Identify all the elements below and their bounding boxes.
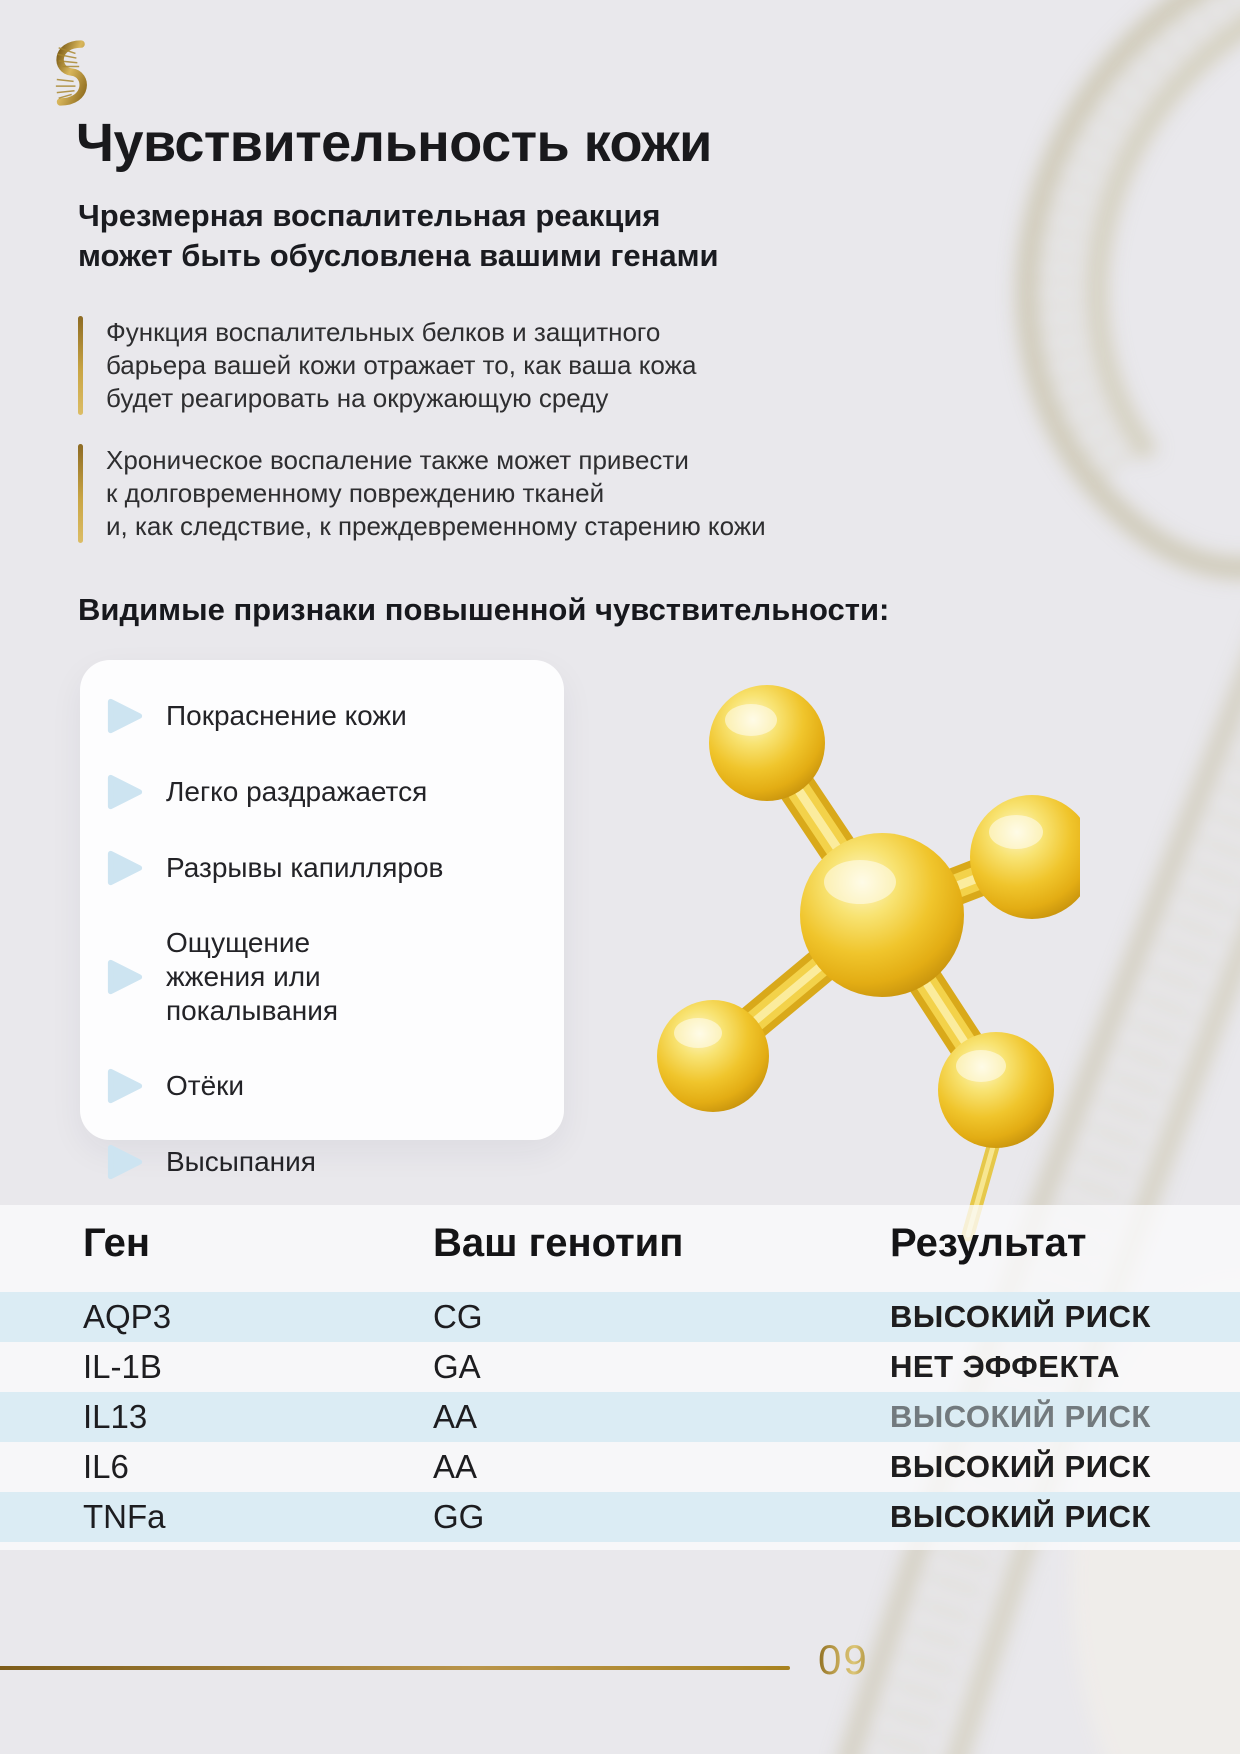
genes-table-rows [0,1292,1240,1542]
genotype-cell: GA [433,1348,481,1385]
signs-section-heading: Видимые признаки повышенной чувствительности: [78,592,890,627]
arrow-right-icon [106,959,144,995]
subtitle-line: Чрезмерная воспалительная реакция [78,198,661,233]
sign-list-item [106,1144,564,1180]
subtitle-line: может быть обусловлена вашими генами [78,238,719,273]
result-cell: ВЫСОКИЙ РИСК [890,1399,1151,1434]
intro-paragraph-1: Функция воспалительных белков и защитного барьера вашей кожи отражает то, как ваша кожа будет реагировать на окружающую среду [78,316,696,415]
arrow-right-icon [106,774,144,810]
sign-label: Разрывы капилляров [166,852,444,883]
column-header-result: Результат [890,1221,1087,1265]
table-row [0,1342,1240,1392]
genotype-cell: AA [433,1448,478,1485]
arrow-right-icon [106,1144,144,1180]
page-subtitle [78,196,719,276]
gene-cell: AQP3 [83,1298,172,1335]
dna-logo-icon [40,34,96,112]
signs-list [80,660,564,1180]
sign-list-item [106,698,564,734]
gene-cell: IL6 [83,1448,129,1485]
sign-label: Высыпания [166,1146,316,1177]
table-header-row [0,1205,1240,1285]
gold-accent-bar [78,316,83,415]
table-row [0,1442,1240,1492]
page-number: 09 [818,1636,869,1683]
intro-paragraph-2: Хроническое воспаление также может привести к долговременному повреждению тканей и, как следствие, к преждевременному старению кожи [78,444,766,543]
gene-cell: IL13 [83,1398,148,1435]
gold-accent-bar [78,444,83,543]
sign-list-item [106,1068,564,1104]
table-row [0,1292,1240,1342]
sign-list-item [106,926,564,1028]
page-title: Чувствительность кожи [76,113,712,173]
arrow-right-icon [106,850,144,886]
signs-card [80,660,564,1177]
sign-label: Отёки [166,1070,245,1101]
sign-label: Ощущение жжения или покалывания [166,927,339,1026]
gene-cell: IL-1B [83,1348,162,1385]
result-cell: ВЫСОКИЙ РИСК [890,1449,1151,1484]
sign-list-item [106,774,564,810]
result-cell: ВЫСОКИЙ РИСК [890,1299,1151,1334]
sign-label: Легко раздражается [166,776,428,807]
sign-label: Покраснение кожи [166,700,407,731]
arrow-right-icon [106,1068,144,1104]
column-header-genotype: Ваш генотип [433,1221,684,1265]
table-row [0,1392,1240,1442]
gene-cell: TNFa [83,1498,166,1535]
result-cell: НЕТ ЭФФЕКТА [890,1349,1121,1384]
column-header-gene: Ген [83,1221,151,1265]
genotype-cell: AA [433,1398,478,1435]
genotype-cell: CG [433,1298,483,1335]
arrow-right-icon [106,698,144,734]
footer-divider-line [0,1666,790,1670]
table-row [0,1492,1240,1542]
genotype-cell: GG [433,1498,485,1535]
result-cell: ВЫСОКИЙ РИСК [890,1499,1151,1534]
sign-list-item [106,850,564,886]
